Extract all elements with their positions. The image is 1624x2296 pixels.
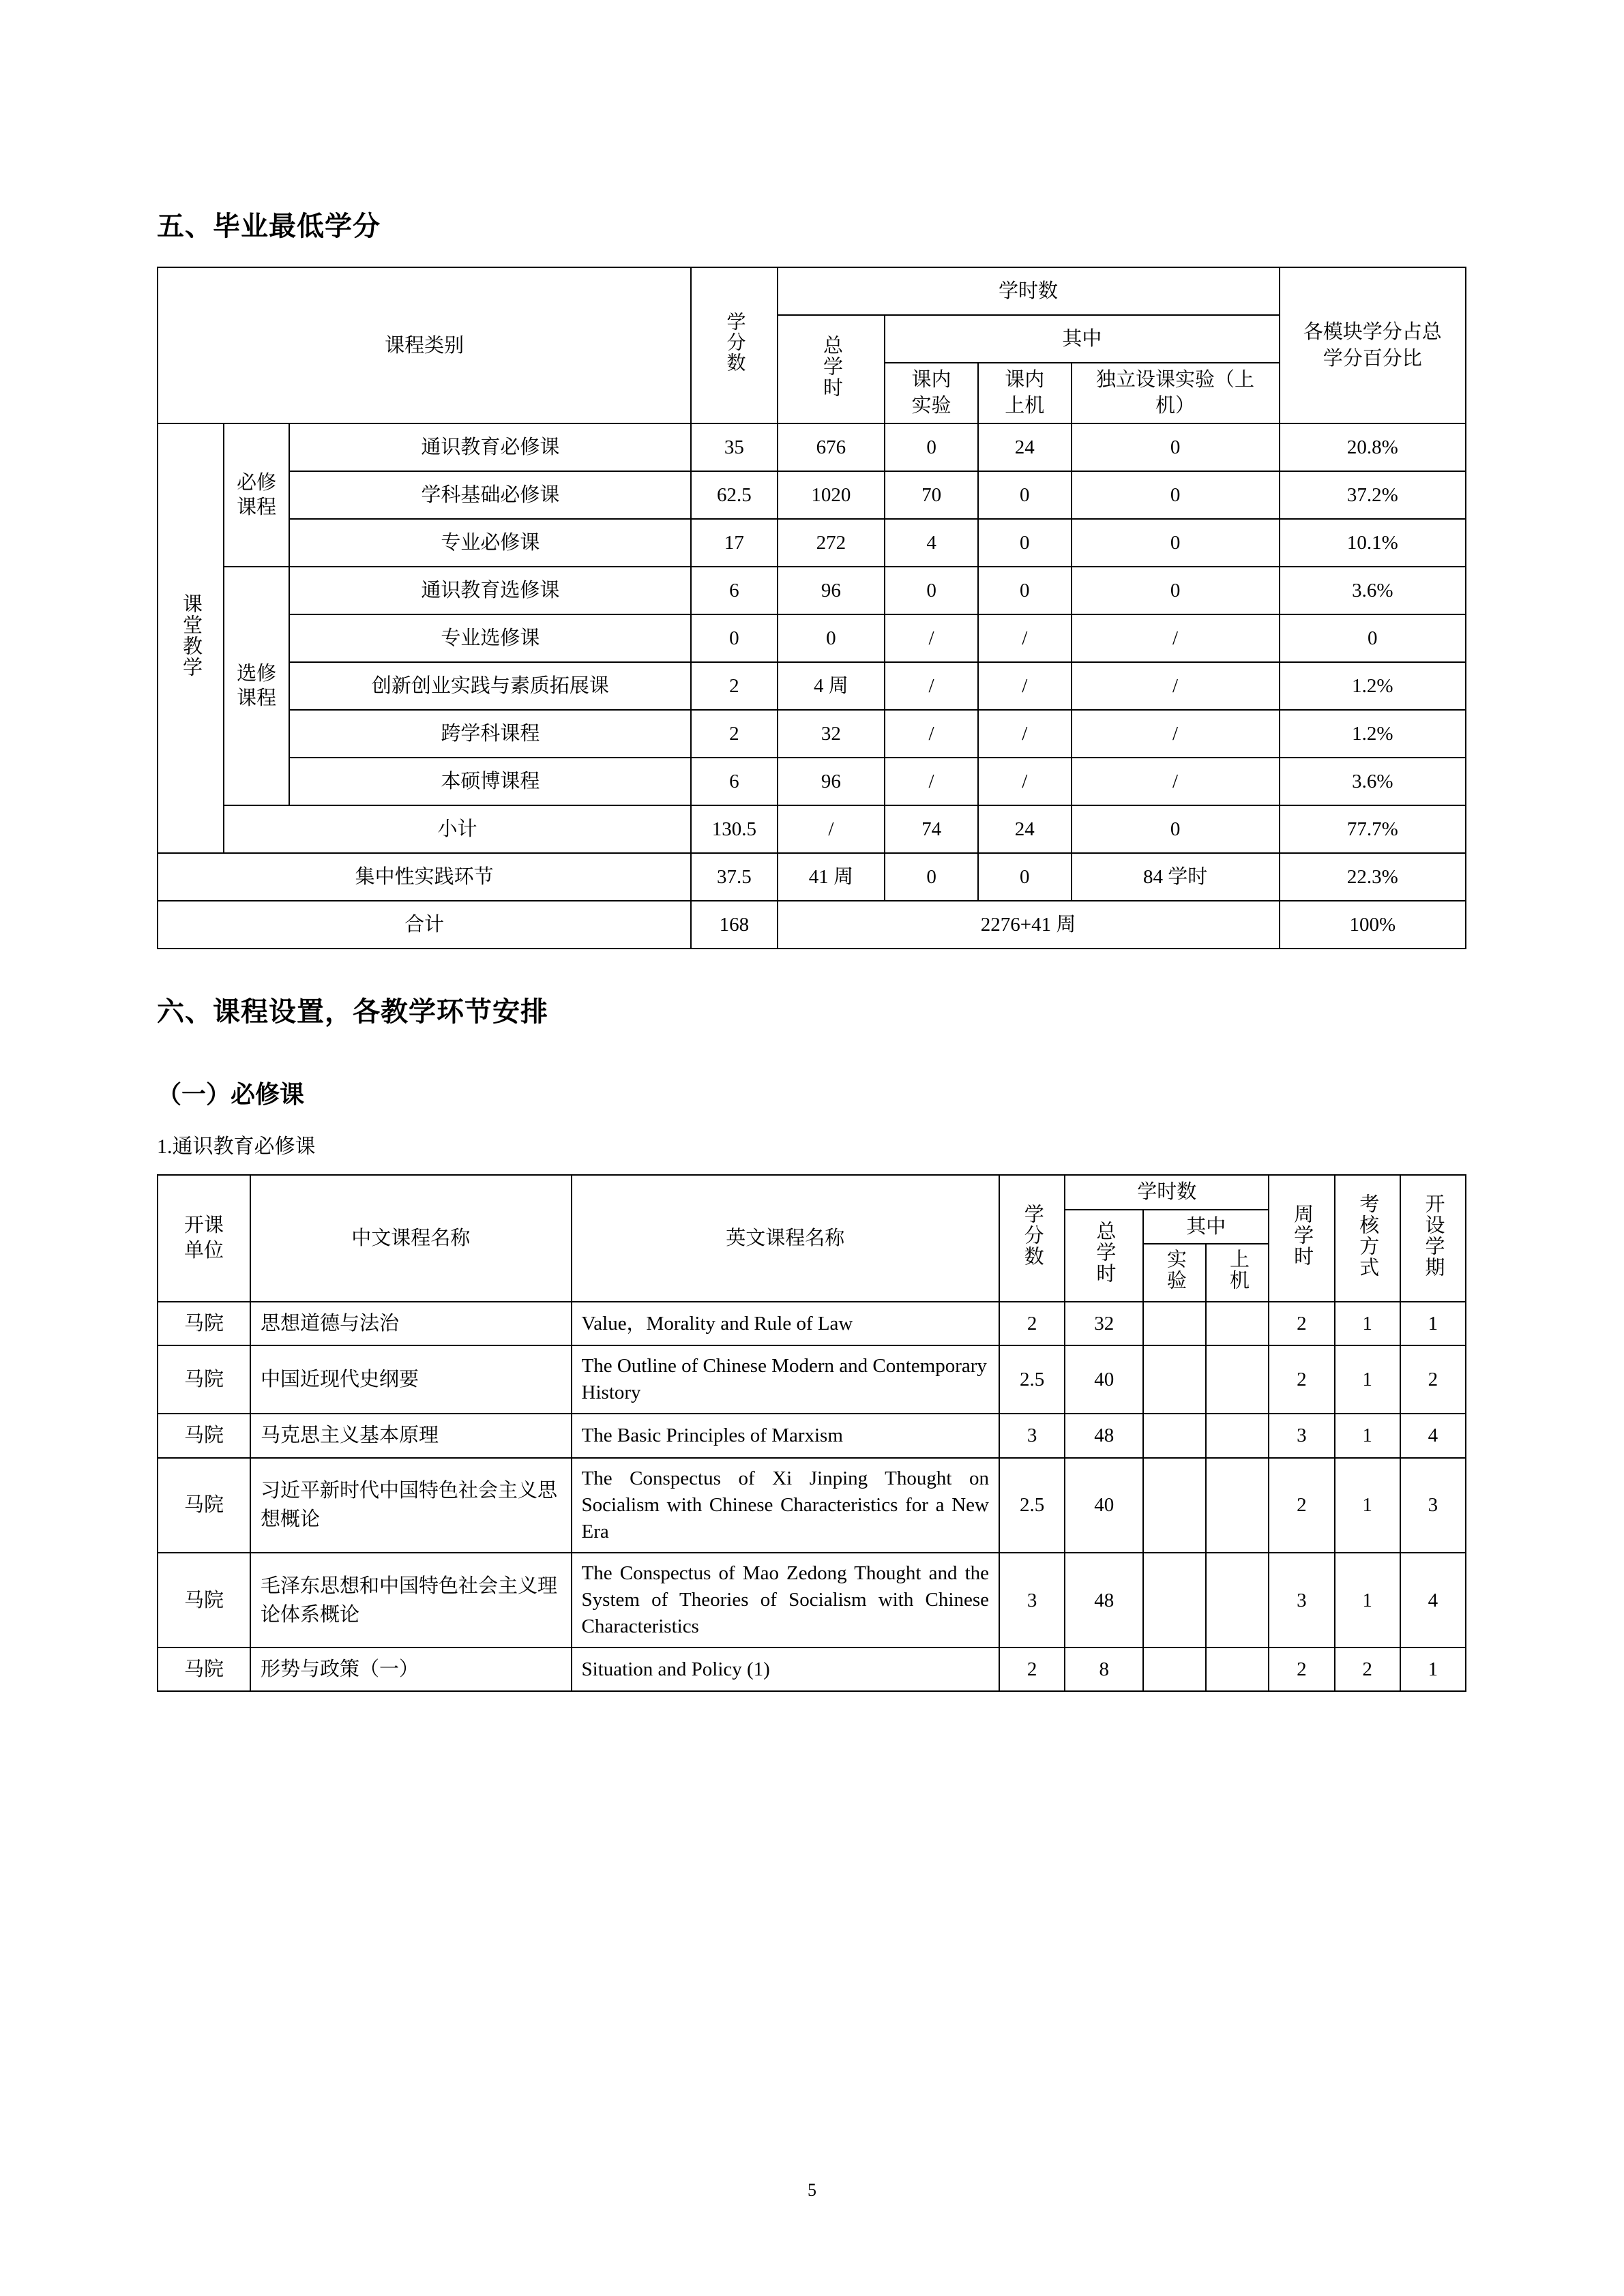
table-row	[158, 710, 1466, 758]
cell-exp	[1143, 1414, 1206, 1457]
cell-semester: 1	[1400, 1648, 1466, 1691]
cell-unit: 马院	[158, 1302, 250, 1345]
cell-credits: 2.5	[999, 1345, 1065, 1414]
row-credits: 35	[691, 423, 777, 471]
row-percent: 10.1%	[1280, 519, 1466, 567]
row-label: 集中性实践环节	[158, 853, 691, 901]
cell-en-name: Situation and Policy (1)	[572, 1648, 999, 1691]
cell-credits: 2.5	[999, 1458, 1065, 1553]
subsection-heading-required: （一）必修课	[157, 1080, 305, 1109]
table-row	[158, 1302, 1466, 1345]
row-computer: 0	[978, 519, 1072, 567]
cell-computer	[1206, 1345, 1269, 1414]
cell-semester: 1	[1400, 1302, 1466, 1345]
cell-unit: 马院	[158, 1345, 250, 1414]
cell-credits: 2	[999, 1648, 1065, 1691]
cell-exp	[1143, 1553, 1206, 1648]
cell-credits: 2	[999, 1302, 1065, 1345]
row-indep: /	[1072, 614, 1280, 662]
cell-en-name: The Basic Principles of Marxism	[572, 1414, 999, 1457]
row-indep: 0	[1072, 805, 1280, 853]
header-week-hours: 周学时	[1269, 1175, 1334, 1302]
header-assessment: 考核方式	[1335, 1175, 1400, 1302]
cell-exp	[1143, 1302, 1206, 1345]
table-row	[158, 1553, 1466, 1648]
cell-assessment: 1	[1335, 1345, 1400, 1414]
cell-assessment: 2	[1335, 1648, 1400, 1691]
cell-en-name: The Conspectus of Mao Zedong Thought and the System of Theories of Socialism with Chinese Characteristics	[572, 1553, 999, 1648]
row-computer: /	[978, 662, 1072, 710]
cell-unit: 马院	[158, 1414, 250, 1457]
row-label: 通识教育选修课	[289, 567, 691, 614]
section-heading-five: 五、毕业最低学分	[157, 211, 381, 241]
row-credits: 2	[691, 710, 777, 758]
table-row	[158, 423, 1466, 471]
cell-unit: 马院	[158, 1553, 250, 1648]
cell-week-hours: 2	[1269, 1648, 1334, 1691]
row-indep: /	[1072, 662, 1280, 710]
group-required-courses: 必修课程	[224, 423, 290, 567]
row-exp: 0	[885, 567, 978, 614]
header-credits: 学分数	[999, 1175, 1065, 1302]
cell-week-hours: 2	[1269, 1345, 1334, 1414]
table-row	[158, 1414, 1466, 1457]
cell-cn-name: 马克思主义基本原理	[250, 1414, 572, 1457]
cell-assessment: 1	[1335, 1414, 1400, 1457]
cell-week-hours: 2	[1269, 1302, 1334, 1345]
row-label: 专业选修课	[289, 614, 691, 662]
cell-week-hours: 2	[1269, 1458, 1334, 1553]
table-row	[158, 1648, 1466, 1691]
header-semester: 开设学期	[1400, 1175, 1466, 1302]
section-heading-six: 六、课程设置，各教学环节安排	[157, 997, 548, 1028]
cell-semester: 4	[1400, 1414, 1466, 1457]
row-computer: 24	[978, 805, 1072, 853]
cell-en-name: The Conspectus of Xi Jinping Thought on Socialism with Chinese Characteristics for a New Era	[572, 1458, 999, 1553]
header-credits: 学分数	[691, 267, 777, 423]
table-row	[158, 662, 1466, 710]
cell-week-hours: 3	[1269, 1414, 1334, 1457]
row-label: 合计	[158, 901, 691, 949]
header-percent: 各模块学分占总学分百分比	[1280, 267, 1466, 423]
row-credits: 0	[691, 614, 777, 662]
header-cn-course-name: 中文课程名称	[250, 1175, 572, 1302]
row-computer: 0	[978, 567, 1072, 614]
row-credits: 37.5	[691, 853, 777, 901]
row-exp: 0	[885, 853, 978, 901]
cell-total-hours: 32	[1065, 1302, 1143, 1345]
row-exp: 4	[885, 519, 978, 567]
cell-total-hours: 48	[1065, 1414, 1143, 1457]
row-indep: 0	[1072, 423, 1280, 471]
table-row-practice	[158, 853, 1466, 901]
row-indep: /	[1072, 758, 1280, 805]
header-experiment: 实验	[1143, 1244, 1206, 1302]
header-among-which: 其中	[885, 315, 1279, 363]
table-row-subtotal	[158, 805, 1466, 853]
group-elective-courses: 选修课程	[224, 567, 290, 805]
row-computer: 0	[978, 853, 1072, 901]
cell-en-name: The Outline of Chinese Modern and Contemporary History	[572, 1345, 999, 1414]
header-category: 课程类别	[158, 267, 691, 423]
cell-semester: 2	[1400, 1345, 1466, 1414]
cell-total-hours: 40	[1065, 1458, 1143, 1553]
row-label: 本硕博课程	[289, 758, 691, 805]
row-percent: 1.2%	[1280, 662, 1466, 710]
row-total: 4 周	[778, 662, 885, 710]
row-percent: 0	[1280, 614, 1466, 662]
row-percent: 3.6%	[1280, 567, 1466, 614]
row-label: 小计	[224, 805, 692, 853]
row-exp: /	[885, 614, 978, 662]
table-row	[158, 1345, 1466, 1414]
group-classroom-teaching: 课堂教学	[158, 423, 224, 853]
row-total: 676	[778, 423, 885, 471]
row-exp: 0	[885, 423, 978, 471]
cell-cn-name: 习近平新时代中国特色社会主义思想概论	[250, 1458, 572, 1553]
cell-total-hours: 40	[1065, 1345, 1143, 1414]
row-credits: 62.5	[691, 471, 777, 519]
table-row	[158, 471, 1466, 519]
row-total: 96	[778, 758, 885, 805]
cell-cn-name: 思想道德与法治	[250, 1302, 572, 1345]
page-number: 5	[808, 2180, 816, 2200]
cell-computer	[1206, 1648, 1269, 1691]
cell-week-hours: 3	[1269, 1553, 1334, 1648]
row-indep: 84 学时	[1072, 853, 1280, 901]
row-exp: 74	[885, 805, 978, 853]
row-percent: 100%	[1280, 901, 1466, 949]
header-in-class-exp: 课内实验	[885, 363, 978, 423]
cell-exp	[1143, 1648, 1206, 1691]
row-total: 272	[778, 519, 885, 567]
row-credits: 17	[691, 519, 777, 567]
general-required-courses-table	[157, 1174, 1466, 1692]
header-among-which: 其中	[1143, 1210, 1269, 1244]
row-indep: 0	[1072, 567, 1280, 614]
cell-computer	[1206, 1553, 1269, 1648]
row-exp: 70	[885, 471, 978, 519]
row-merged-hours: 2276+41 周	[778, 901, 1280, 949]
row-computer: 0	[978, 471, 1072, 519]
row-credits: 130.5	[691, 805, 777, 853]
cell-exp	[1143, 1458, 1206, 1553]
row-percent: 22.3%	[1280, 853, 1466, 901]
header-computer: 上机	[1206, 1244, 1269, 1302]
cell-en-name: Value，Morality and Rule of Law	[572, 1302, 999, 1345]
row-computer: /	[978, 614, 1072, 662]
row-indep: 0	[1072, 519, 1280, 567]
row-indep: 0	[1072, 471, 1280, 519]
header-offering-unit: 开课单位	[158, 1175, 250, 1302]
cell-assessment: 1	[1335, 1302, 1400, 1345]
row-total: 41 周	[778, 853, 885, 901]
subsection-heading-general-required: 1.通识教育必修课	[157, 1135, 316, 1159]
table-row	[158, 519, 1466, 567]
table-row	[158, 758, 1466, 805]
row-total: 1020	[778, 471, 885, 519]
cell-unit: 马院	[158, 1458, 250, 1553]
cell-assessment: 1	[1335, 1553, 1400, 1648]
table-row	[158, 567, 1466, 614]
row-percent: 37.2%	[1280, 471, 1466, 519]
row-total: /	[778, 805, 885, 853]
row-percent: 20.8%	[1280, 423, 1466, 471]
row-exp: /	[885, 758, 978, 805]
row-exp: /	[885, 710, 978, 758]
cell-total-hours: 8	[1065, 1648, 1143, 1691]
cell-assessment: 1	[1335, 1458, 1400, 1553]
row-total: 96	[778, 567, 885, 614]
row-computer: /	[978, 758, 1072, 805]
table-row	[158, 1458, 1466, 1553]
row-label: 跨学科课程	[289, 710, 691, 758]
header-total-hours: 总学时	[1065, 1210, 1143, 1302]
row-label: 学科基础必修课	[289, 471, 691, 519]
header-total-hours: 总学时	[778, 315, 885, 423]
row-computer: /	[978, 710, 1072, 758]
graduation-credits-table	[157, 267, 1466, 949]
cell-semester: 4	[1400, 1553, 1466, 1648]
row-label: 通识教育必修课	[289, 423, 691, 471]
cell-cn-name: 中国近现代史纲要	[250, 1345, 572, 1414]
row-label: 创新创业实践与素质拓展课	[289, 662, 691, 710]
cell-computer	[1206, 1302, 1269, 1345]
row-label: 专业必修课	[289, 519, 691, 567]
cell-computer	[1206, 1458, 1269, 1553]
row-percent: 1.2%	[1280, 710, 1466, 758]
cell-total-hours: 48	[1065, 1553, 1143, 1648]
row-percent: 77.7%	[1280, 805, 1466, 853]
cell-computer	[1206, 1414, 1269, 1457]
header-independent-exp: 独立设课实验（上机）	[1072, 363, 1280, 423]
row-total: 0	[778, 614, 885, 662]
row-exp: /	[885, 662, 978, 710]
cell-semester: 3	[1400, 1458, 1466, 1553]
cell-credits: 3	[999, 1414, 1065, 1457]
row-indep: /	[1072, 710, 1280, 758]
header-en-course-name: 英文课程名称	[572, 1175, 999, 1302]
table-row-total	[158, 901, 1466, 949]
table-row	[158, 614, 1466, 662]
row-credits: 2	[691, 662, 777, 710]
cell-exp	[1143, 1345, 1206, 1414]
row-credits: 6	[691, 567, 777, 614]
header-in-class-computer: 课内上机	[978, 363, 1072, 423]
row-total: 32	[778, 710, 885, 758]
cell-credits: 3	[999, 1553, 1065, 1648]
cell-cn-name: 形势与政策（一）	[250, 1648, 572, 1691]
row-percent: 3.6%	[1280, 758, 1466, 805]
row-credits: 168	[691, 901, 777, 949]
row-credits: 6	[691, 758, 777, 805]
cell-unit: 马院	[158, 1648, 250, 1691]
cell-cn-name: 毛泽东思想和中国特色社会主义理论体系概论	[250, 1553, 572, 1648]
header-hours-group: 学时数	[1065, 1175, 1269, 1209]
header-hours-group: 学时数	[778, 267, 1280, 315]
row-computer: 24	[978, 423, 1072, 471]
